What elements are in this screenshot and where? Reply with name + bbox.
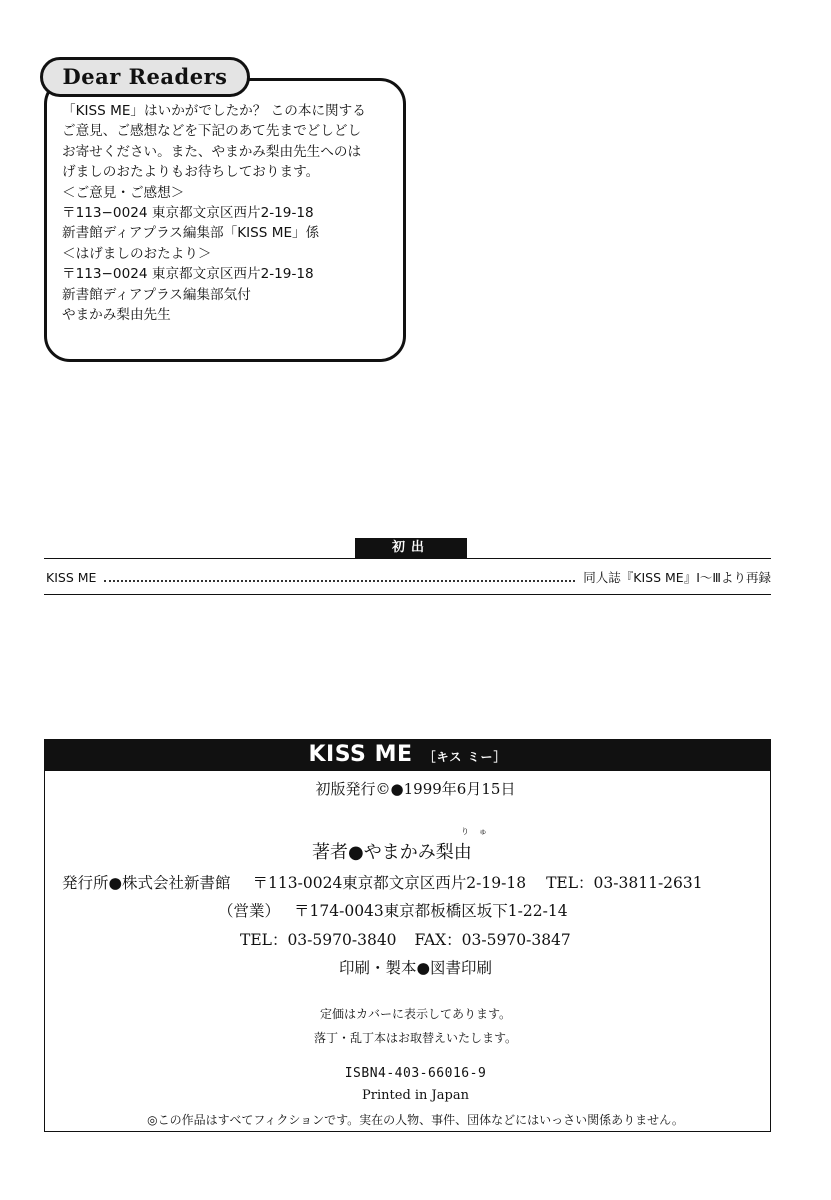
author-line bbox=[312, 838, 472, 864]
dear-readers-line: ＜ご意見・ご感想＞ bbox=[62, 184, 185, 201]
publisher-label: 発行所●株式会社新書館 bbox=[62, 874, 231, 892]
first-edition-date: 初版発行©●1999年6月15日 bbox=[315, 780, 516, 798]
publisher-tel: TEL：03-3811-2631 bbox=[546, 874, 703, 892]
first-publication-source: 同人誌『KISS ME』Ⅰ〜Ⅲより再録 bbox=[583, 570, 771, 585]
dear-readers-line: ＜はげましのおたより＞ bbox=[62, 245, 212, 262]
price-note: 定価はカバーに表示してあります。 bbox=[319, 1007, 512, 1021]
dear-readers-line: 「KISS ME」はいかがでしたか？ この本に関する bbox=[62, 103, 366, 119]
isbn: ISBN4-403-66016-9 bbox=[344, 1066, 487, 1081]
dear-readers-line: ご意見、ご感想などを下記のあて先までどしどし bbox=[62, 123, 362, 140]
publisher-address: 〒113-0024東京都文京区西片2-19-18 bbox=[252, 874, 527, 892]
sales-tel: TEL：03-5970-3840 bbox=[240, 931, 397, 949]
sales-line bbox=[218, 899, 568, 921]
first-publication-top-rule bbox=[44, 558, 771, 559]
dear-readers-line: 新書館ディアプラス編集部「KISS ME」係 bbox=[62, 225, 320, 242]
dear-readers-line: やまかみ梨由先生 bbox=[62, 306, 171, 323]
dear-readers-text bbox=[62, 101, 402, 325]
dear-readers-line: 新書館ディアプラス編集部気付 bbox=[62, 286, 251, 303]
sales-address: 〒174-0043東京都板橋区坂下1-22-14 bbox=[294, 902, 568, 920]
first-publication-entry bbox=[46, 566, 771, 588]
sales-label: （営業） bbox=[218, 902, 281, 920]
dear-readers-line: 〒113−0024 東京都文京区西片2-19-18 bbox=[62, 266, 314, 283]
sales-fax: FAX：03-5970-3847 bbox=[414, 931, 571, 949]
dear-readers-line: げましのおたよりもお待ちしております。 bbox=[62, 164, 320, 181]
first-publication-label: 初出 bbox=[355, 538, 467, 558]
first-publication-title: KISS ME bbox=[46, 569, 97, 585]
author-label: 著者● bbox=[312, 842, 364, 863]
printed-in-japan: Printed in Japan bbox=[362, 1088, 469, 1103]
first-publication-bottom-rule bbox=[44, 594, 771, 595]
fiction-note: ◎この作品はすべてフィクションです。実在の人物、事件、団体などにはいっさい関係ありません。 bbox=[147, 1113, 684, 1127]
dear-readers-line: 〒113−0024 東京都文京区西片2-19-18 bbox=[62, 204, 314, 221]
defect-note: 落丁・乱丁本はお取替えいたします。 bbox=[313, 1031, 518, 1045]
colophon-title-reading: ［キス ミー］ bbox=[423, 750, 507, 764]
dotted-leader bbox=[104, 572, 575, 582]
printing-line: 印刷・製本●図書印刷 bbox=[338, 959, 493, 977]
author-name-ruby: りゅ bbox=[461, 827, 497, 836]
colophon-title-bar bbox=[44, 739, 771, 771]
dear-readers-line: お寄せください。また、やまかみ梨由先生へのは bbox=[62, 143, 362, 160]
colophon-title: KISS ME bbox=[308, 742, 413, 767]
author-name: やまかみ梨由 bbox=[363, 842, 472, 863]
publisher-line bbox=[62, 871, 703, 893]
sales-contact-line bbox=[240, 928, 571, 950]
dear-readers-title: Dear Readers bbox=[40, 57, 250, 97]
